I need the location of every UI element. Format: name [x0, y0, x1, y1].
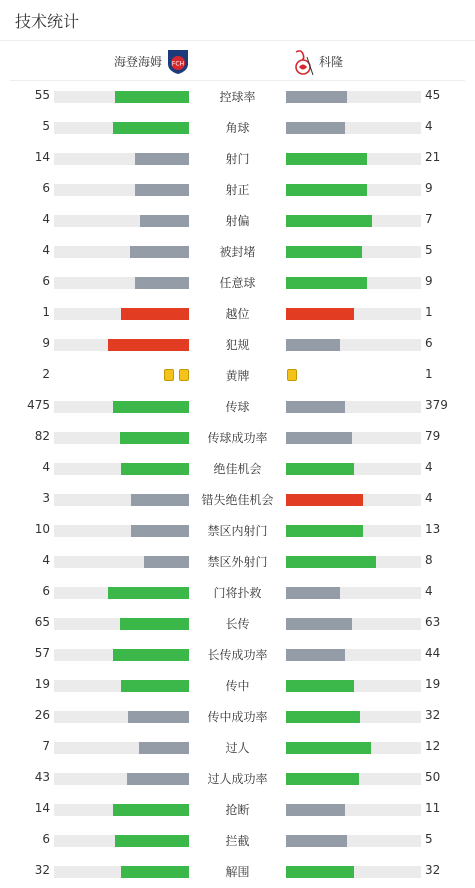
home-stat-bar	[113, 804, 189, 816]
stat-row	[0, 210, 475, 230]
stat-row	[0, 365, 475, 385]
home-stat-value: 82	[34, 429, 50, 443]
home-stat-bar	[120, 432, 189, 444]
away-stat-bar	[286, 91, 347, 103]
home-stat-bar	[135, 153, 189, 165]
home-stat-track	[54, 556, 189, 568]
away-stat-value: 5	[425, 832, 433, 846]
home-stat-value: 4	[42, 243, 50, 257]
home-stat-value: 32	[34, 863, 50, 877]
away-stat-track	[286, 308, 421, 320]
stat-row	[0, 334, 475, 354]
away-stat-value: 7	[425, 212, 433, 226]
away-stat-value: 44	[425, 646, 441, 660]
home-stat-track	[54, 711, 189, 723]
stat-label: 抢断	[225, 803, 250, 817]
home-team-name: 海登海姆	[114, 55, 163, 69]
home-stat-value: 2	[42, 367, 50, 381]
stat-label: 禁区外射门	[207, 555, 268, 569]
away-stat-bar	[286, 680, 354, 692]
away-stat-bar	[286, 153, 367, 165]
home-stat-bar	[121, 680, 189, 692]
away-stat-bar	[286, 277, 367, 289]
home-stat-track	[54, 91, 189, 103]
away-stat-value: 19	[425, 677, 441, 691]
home-stat-track	[54, 215, 189, 227]
away-stat-value: 50	[425, 770, 441, 784]
home-stat-value: 26	[34, 708, 50, 722]
away-stat-bar	[286, 525, 363, 537]
away-stat-bar	[286, 835, 347, 847]
home-stat-track	[54, 680, 189, 692]
home-stat-track	[54, 401, 189, 413]
home-stat-bar	[121, 308, 189, 320]
home-stat-track	[54, 804, 189, 816]
stat-row	[0, 179, 475, 199]
home-stat-value: 6	[42, 274, 50, 288]
away-stat-bar	[286, 463, 354, 475]
home-stat-value: 4	[42, 212, 50, 226]
stat-label: 传中	[225, 679, 250, 693]
home-stat-track	[54, 866, 189, 878]
away-stat-track	[286, 866, 421, 878]
stat-row	[0, 520, 475, 540]
home-stat-value: 10	[34, 522, 50, 536]
stat-row	[0, 489, 475, 509]
page-title: 技术统计	[15, 12, 80, 31]
home-stat-value: 6	[42, 584, 50, 598]
away-stat-track	[286, 339, 421, 351]
home-stat-bar	[130, 246, 189, 258]
home-stat-track	[54, 835, 189, 847]
stat-row	[0, 644, 475, 664]
home-yellow-card-icon	[179, 369, 189, 381]
away-stat-value: 79	[425, 429, 441, 443]
stat-label: 传中成功率	[207, 710, 268, 724]
home-stat-value: 4	[42, 460, 50, 474]
svg-text:FCH: FCH	[171, 60, 185, 68]
home-stat-value: 6	[42, 181, 50, 195]
away-stat-value: 379	[425, 398, 448, 412]
stat-label: 绝佳机会	[213, 462, 262, 476]
home-stat-bar	[108, 587, 189, 599]
home-stat-track	[54, 277, 189, 289]
away-stat-track	[286, 463, 421, 475]
stat-label: 解围	[225, 865, 250, 879]
away-stat-bar	[286, 649, 345, 661]
home-stat-track	[54, 122, 189, 134]
away-stat-track	[286, 773, 421, 785]
away-stat-value: 9	[425, 181, 433, 195]
home-stat-value: 55	[34, 88, 50, 102]
away-stat-value: 63	[425, 615, 441, 629]
stat-label: 被封堵	[219, 245, 256, 259]
home-stat-value: 57	[34, 646, 50, 660]
home-stat-bar	[121, 463, 189, 475]
away-stat-track	[286, 184, 421, 196]
home-team-crest-icon	[167, 49, 189, 75]
home-stat-bar	[131, 525, 189, 537]
home-stat-bar	[139, 742, 189, 754]
stat-label: 犯规	[225, 338, 250, 352]
stat-row	[0, 582, 475, 602]
home-stat-value: 3	[42, 491, 50, 505]
away-stat-track	[286, 711, 421, 723]
stat-row	[0, 117, 475, 137]
home-yellow-card-icon	[164, 369, 174, 381]
away-stat-bar	[286, 742, 371, 754]
stat-label: 控球率	[219, 90, 256, 104]
away-stat-bar	[286, 122, 345, 134]
stat-row	[0, 241, 475, 261]
home-stat-value: 43	[34, 770, 50, 784]
away-stat-track	[286, 587, 421, 599]
home-stat-bar	[113, 649, 189, 661]
home-stat-track	[54, 308, 189, 320]
away-stat-track	[286, 494, 421, 506]
away-stat-value: 9	[425, 274, 433, 288]
stat-row	[0, 675, 475, 695]
stat-row	[0, 799, 475, 819]
home-stat-bar	[127, 773, 189, 785]
away-stat-bar	[286, 494, 363, 506]
away-stat-bar	[286, 866, 354, 878]
home-stat-bar	[131, 494, 189, 506]
away-stat-track	[286, 525, 421, 537]
home-stat-track	[54, 339, 189, 351]
home-stat-bar	[115, 91, 189, 103]
header-divider	[0, 40, 475, 41]
away-stat-track	[286, 432, 421, 444]
away-stat-track	[286, 835, 421, 847]
home-stat-value: 65	[34, 615, 50, 629]
stat-label: 黄牌	[225, 369, 250, 383]
stat-row	[0, 458, 475, 478]
stat-row	[0, 303, 475, 323]
away-yellow-card-icon	[287, 369, 297, 381]
away-stat-value: 21	[425, 150, 441, 164]
home-stat-track	[54, 618, 189, 630]
home-stat-bar	[113, 122, 189, 134]
stat-row	[0, 861, 475, 881]
away-stat-bar	[286, 246, 362, 258]
away-stat-track	[286, 153, 421, 165]
home-stat-value: 4	[42, 553, 50, 567]
stat-row	[0, 396, 475, 416]
away-stat-track	[286, 742, 421, 754]
home-stat-value: 1	[42, 305, 50, 319]
away-stat-bar	[286, 215, 372, 227]
home-stat-track	[54, 184, 189, 196]
stat-row	[0, 86, 475, 106]
away-stat-value: 32	[425, 708, 441, 722]
away-stat-value: 13	[425, 522, 441, 536]
away-stat-track	[286, 680, 421, 692]
away-stat-value: 4	[425, 584, 433, 598]
home-stat-bar	[144, 556, 189, 568]
away-stat-track	[286, 804, 421, 816]
stat-row	[0, 768, 475, 788]
home-stat-track	[54, 494, 189, 506]
home-stat-bar	[135, 184, 189, 196]
stat-label: 传球	[225, 400, 250, 414]
stat-label: 拦截	[225, 834, 250, 848]
home-stat-track	[54, 587, 189, 599]
home-stat-track	[54, 432, 189, 444]
away-stat-value: 4	[425, 460, 433, 474]
home-stat-value: 19	[34, 677, 50, 691]
stat-label: 错失绝佳机会	[201, 493, 274, 507]
team-header	[0, 48, 475, 76]
away-stat-value: 1	[425, 305, 433, 319]
away-stat-value: 6	[425, 336, 433, 350]
home-stat-track	[54, 463, 189, 475]
away-stat-value: 32	[425, 863, 441, 877]
home-stat-bar	[108, 339, 189, 351]
away-stat-bar	[286, 432, 352, 444]
away-stat-value: 8	[425, 553, 433, 567]
stat-label: 长传	[225, 617, 250, 631]
home-stat-bar	[120, 618, 189, 630]
home-stat-value: 14	[34, 150, 50, 164]
team-divider	[10, 80, 465, 81]
away-stat-bar	[286, 618, 352, 630]
home-stat-track	[54, 153, 189, 165]
away-stat-track	[286, 91, 421, 103]
stat-row	[0, 427, 475, 447]
away-stat-track	[286, 556, 421, 568]
away-stat-value: 11	[425, 801, 441, 815]
home-stat-bar	[121, 866, 189, 878]
home-stat-bar	[113, 401, 189, 413]
away-team-name: 科隆	[319, 55, 344, 69]
home-stat-value: 5	[42, 119, 50, 133]
home-stat-value: 475	[27, 398, 50, 412]
away-stat-bar	[286, 308, 354, 320]
stat-label: 禁区内射门	[207, 524, 268, 538]
away-stat-track	[286, 215, 421, 227]
away-stat-bar	[286, 804, 345, 816]
stat-label: 门将扑救	[213, 586, 262, 600]
home-stat-track	[54, 525, 189, 537]
home-stat-value: 9	[42, 336, 50, 350]
away-stat-value: 1	[425, 367, 433, 381]
stat-label: 射门	[225, 152, 250, 166]
home-stat-value: 7	[42, 739, 50, 753]
away-stat-value: 5	[425, 243, 433, 257]
stat-row	[0, 706, 475, 726]
away-stat-track	[286, 649, 421, 661]
away-stat-bar	[286, 556, 376, 568]
away-stat-value: 4	[425, 491, 433, 505]
home-stat-value: 6	[42, 832, 50, 846]
stat-row	[0, 737, 475, 757]
home-stat-track	[54, 742, 189, 754]
stat-row	[0, 272, 475, 292]
stat-row	[0, 830, 475, 850]
stat-label: 射正	[225, 183, 250, 197]
away-stat-track	[286, 401, 421, 413]
away-stat-bar	[286, 339, 340, 351]
away-stat-track	[286, 277, 421, 289]
home-stat-bar	[140, 215, 189, 227]
stat-label: 过人成功率	[207, 772, 268, 786]
home-stat-bar	[128, 711, 189, 723]
away-stat-track	[286, 246, 421, 258]
home-stat-track	[54, 649, 189, 661]
home-stat-bar	[135, 277, 189, 289]
away-stat-value: 45	[425, 88, 441, 102]
away-stat-track	[286, 122, 421, 134]
stat-row	[0, 148, 475, 168]
stat-label: 角球	[225, 121, 250, 135]
away-team-crest-icon	[291, 48, 315, 76]
away-stat-bar	[286, 401, 345, 413]
away-stat-value: 12	[425, 739, 441, 753]
away-stat-bar	[286, 184, 367, 196]
stat-label: 长传成功率	[207, 648, 268, 662]
stat-label: 任意球	[219, 276, 256, 290]
home-stat-bar	[115, 835, 189, 847]
away-stat-track	[286, 618, 421, 630]
away-stat-value: 4	[425, 119, 433, 133]
stat-label: 射偏	[225, 214, 250, 228]
home-stat-track	[54, 246, 189, 258]
stat-row	[0, 551, 475, 571]
stat-row	[0, 613, 475, 633]
home-stat-track	[54, 773, 189, 785]
stat-label: 传球成功率	[207, 431, 268, 445]
home-stat-value: 14	[34, 801, 50, 815]
away-stat-bar	[286, 773, 359, 785]
stat-label: 越位	[225, 307, 250, 321]
away-stat-bar	[286, 587, 340, 599]
stat-label: 过人	[225, 741, 250, 755]
away-stat-bar	[286, 711, 360, 723]
